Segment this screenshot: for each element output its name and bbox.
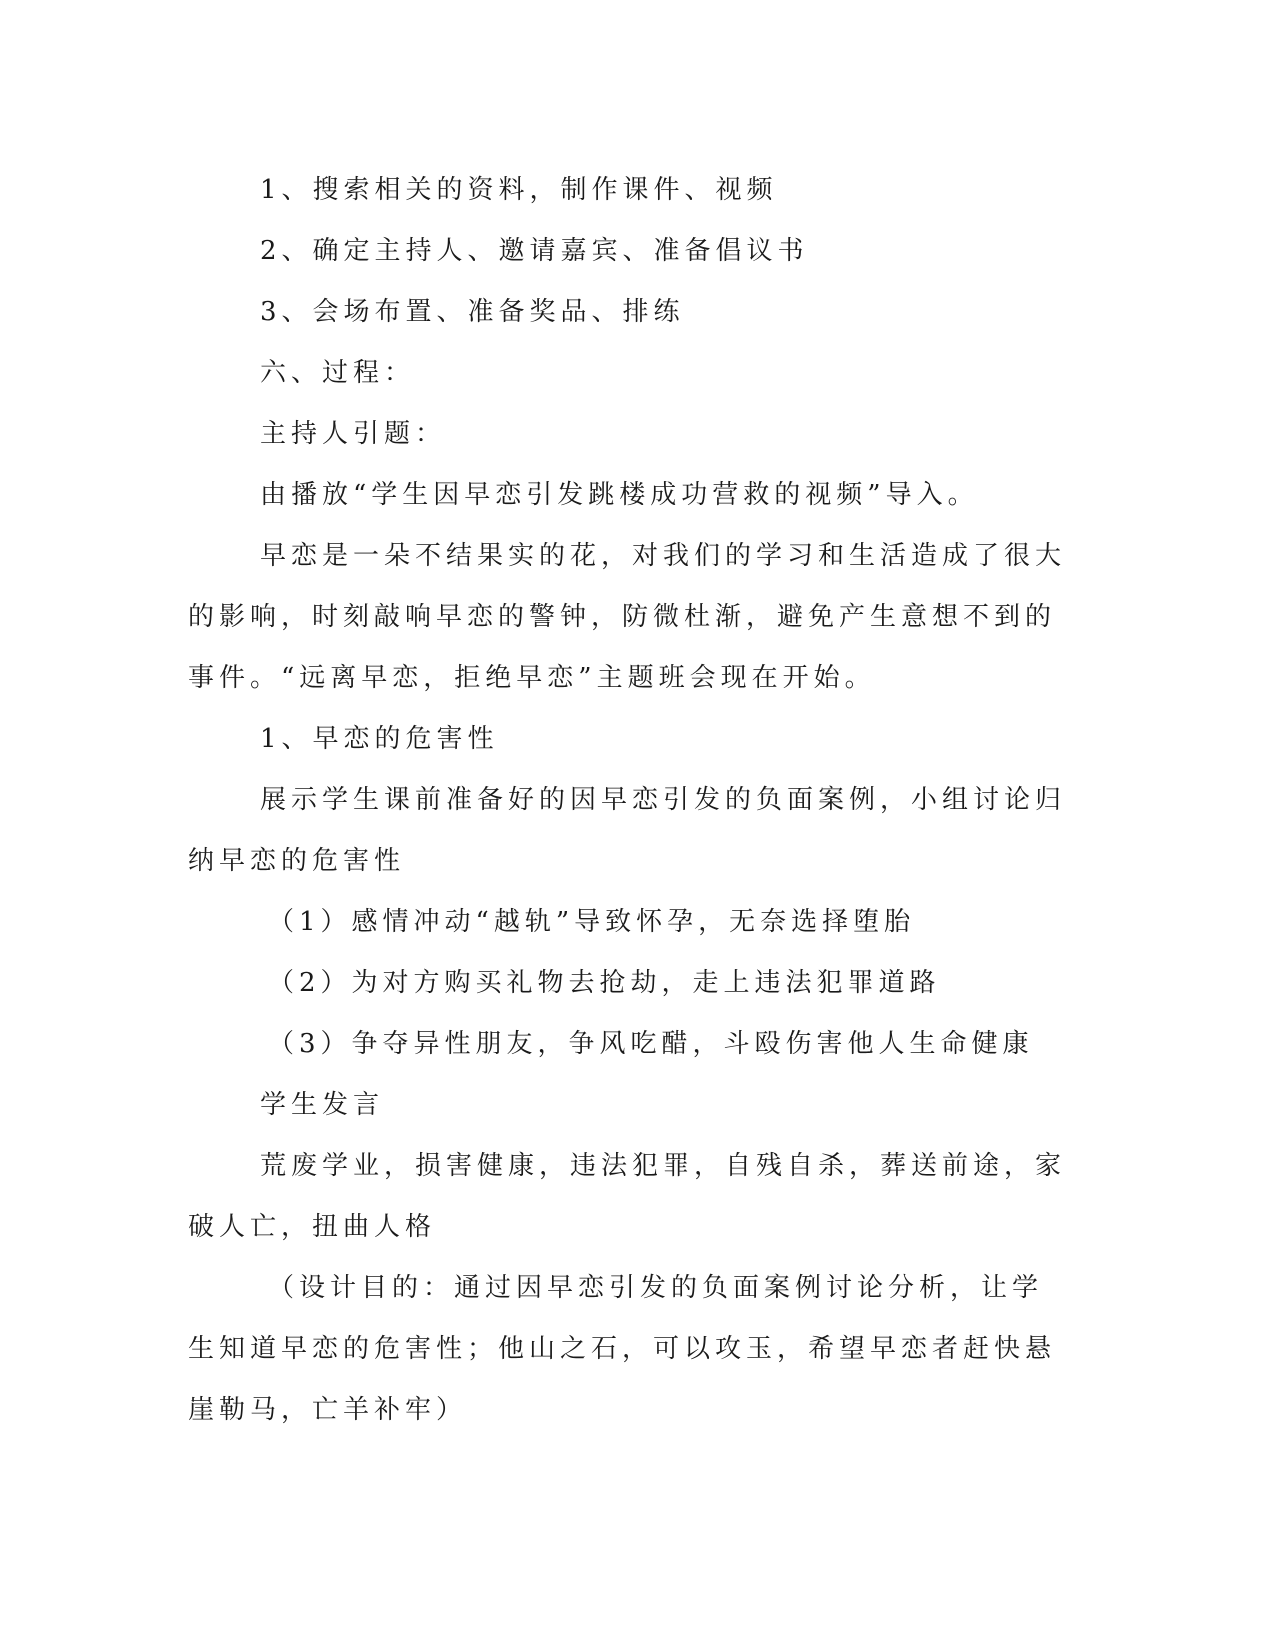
case-item-2: （2）为对方购买礼物去抢劫，走上违法犯罪道路 — [268, 968, 941, 998]
harm-heading: 1、早恋的危害性 — [260, 724, 499, 754]
document-body — [188, 160, 1068, 1441]
paragraph-video-intro: 由播放“学生因早恋引发跳楼成功营救的视频”导入。 — [260, 480, 979, 510]
paragraph-opening: 早恋是一朵不结果实的花，对我们的学习和生活造成了很大的影响，时刻敲响早恋的警钟，防微杜渐，避免产生意想不到的事件。“远离早恋，拒绝早恋”主题班会现在开始。 — [188, 541, 1067, 693]
paragraph-prep-1: 1、搜索相关的资料，制作课件、视频 — [260, 175, 778, 205]
paragraph-prep-2: 2、确定主持人、邀请嘉宾、准备倡议书 — [260, 236, 809, 266]
paragraph-harm-discussion: 展示学生课前准备好的因早恋引发的负面案例，小组讨论归纳早恋的危害性 — [188, 785, 1067, 876]
case-item-3: （3）争夺异性朋友，争风吃醋，斗殴伤害他人生命健康 — [268, 1029, 1034, 1059]
student-speech-heading: 学生发言 — [260, 1090, 385, 1120]
case-item-1: （1）感情冲动“越轨”导致怀孕，无奈选择堕胎 — [268, 907, 916, 937]
host-intro-heading: 主持人引题： — [260, 419, 447, 449]
paragraph-design-purpose: （设计目的：通过因早恋引发的负面案例讨论分析，让学生知道早恋的危害性；他山之石，可以攻玉，希望早恋者赶快悬崖勒马，亡羊补牢） — [188, 1273, 1057, 1425]
section-heading-process: 六、过程： — [260, 358, 416, 388]
paragraph-speech-content: 荒废学业，损害健康，违法犯罪，自残自杀，葬送前途，家破人亡，扭曲人格 — [188, 1151, 1067, 1242]
paragraph-prep-3: 3、会场布置、准备奖品、排练 — [260, 297, 685, 327]
